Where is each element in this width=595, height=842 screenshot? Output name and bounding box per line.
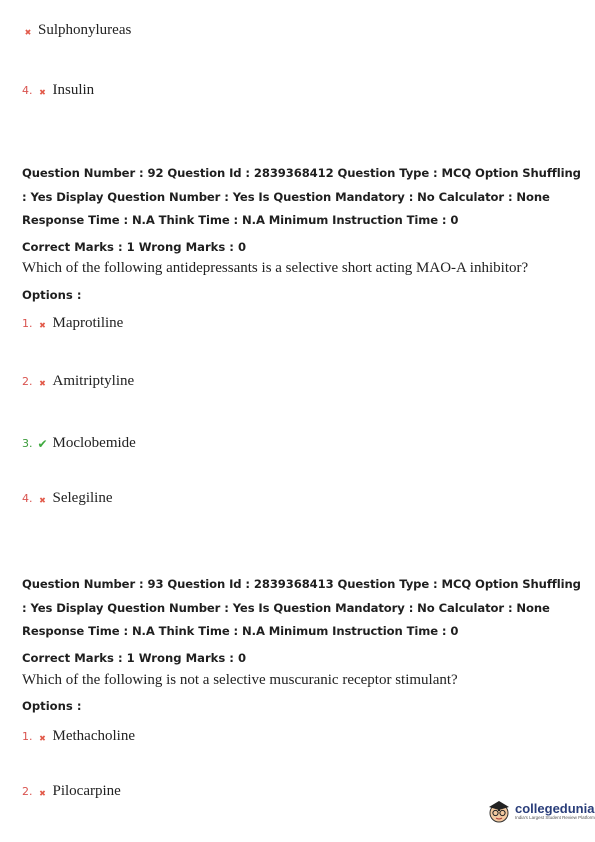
question-marks: Correct Marks : 1 Wrong Marks : 0 (22, 240, 247, 254)
option-text: Pilocarpine (52, 783, 121, 799)
logo-name: collegedunia (515, 800, 595, 816)
question-meta: Question Number : 93 Question Id : 2839368413 Question Type : MCQ Option Shuffling : Yes Display Question Number : Yes Is Question Mandatory : No Calculator : None Response Time : N.A Think Time : N.A Minimum Instruction Time : 0 (22, 577, 581, 638)
option-text: Selegiline (52, 490, 113, 506)
option-row (22, 22, 131, 39)
option-text: Insulin (52, 82, 95, 98)
cross-icon: ✖ (39, 88, 46, 97)
cross-icon: ✖ (39, 789, 46, 798)
option-row (22, 82, 94, 99)
option-row (22, 490, 113, 507)
collegedunia-logo (486, 796, 595, 826)
option-row (22, 315, 123, 332)
cross-icon: ✖ (39, 379, 46, 388)
options-label: Options : (22, 699, 82, 713)
question-text: Which of the following is not a selective muscuranic receptor stimulant? (22, 672, 458, 688)
option-row (22, 728, 135, 745)
option-number: 2. (22, 785, 33, 798)
cross-icon: ✖ (39, 496, 46, 505)
option-text: Maprotiline (52, 315, 124, 331)
cross-icon: ✖ (24, 28, 32, 37)
mascot-icon (486, 796, 512, 826)
option-text: Methacholine (52, 728, 135, 744)
option-number: 4. (22, 492, 33, 505)
question-meta: Question Number : 92 Question Id : 2839368412 Question Type : MCQ Option Shuffling : Yes Display Question Number : Yes Is Question Mandatory : No Calculator : None Response Time : N.A Think Time : N.A Minimum Instruction Time : 0 (22, 166, 581, 227)
logo-tagline: India's Largest Student Review Platform (515, 814, 595, 820)
option-number: 4. (22, 84, 33, 97)
option-row-correct (22, 435, 136, 452)
question-marks: Correct Marks : 1 Wrong Marks : 0 (22, 651, 247, 665)
option-row (22, 373, 134, 390)
question-text: Which of the following antidepressants is a selective short acting MAO-A inhibitor? (22, 260, 529, 276)
cross-icon: ✖ (39, 734, 46, 743)
option-text: Sulphonylureas (38, 22, 132, 38)
option-text: Moclobemide (52, 435, 136, 451)
cross-icon: ✖ (39, 321, 46, 330)
option-row (22, 783, 121, 800)
check-icon: ✔ (37, 436, 48, 451)
option-text: Amitriptyline (52, 373, 135, 389)
options-label: Options : (22, 288, 82, 302)
option-number: 3. (22, 437, 33, 450)
option-number: 1. (22, 730, 33, 743)
option-number: 2. (22, 375, 33, 388)
option-number: 1. (22, 317, 33, 330)
